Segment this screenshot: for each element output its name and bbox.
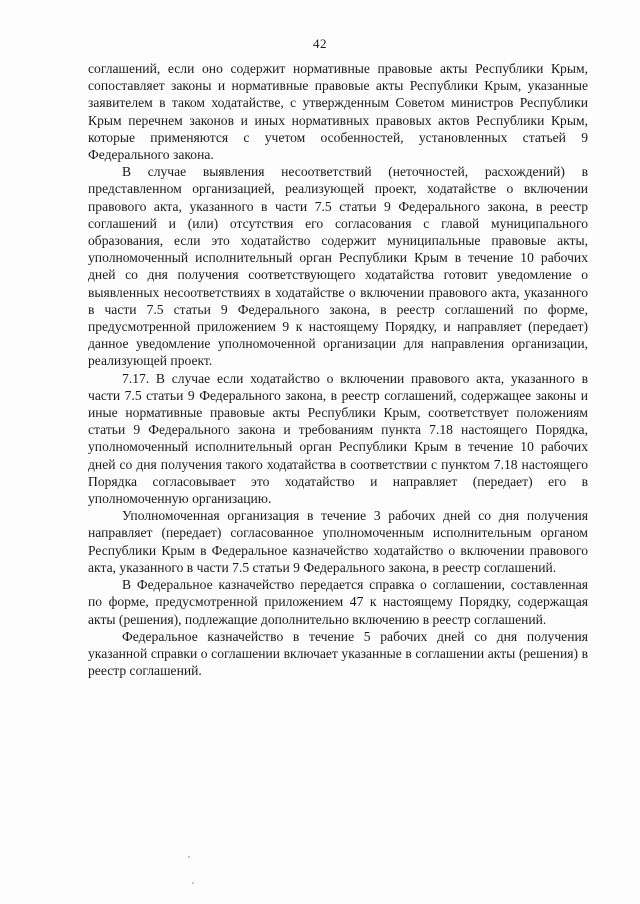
paragraph-continued: соглашений, если оно содержит нормативные правовые акты Республики Крым, сопоставляет законы и нормативные правовые акты Республики Крым, указанные заявителем в таком ходатайстве, с утвержденным Советом министров Республики Крым перечнем законов и иных нормативных правовых актов Республики Крым, которые применяются с учетом особенностей, установленных статьей 9 Федерального закона. [88,61,588,163]
document-body [88,60,588,679]
scan-speck [188,856,190,858]
paragraph-clause-7-17: 7.17. В случае если ходатайство о включении правового акта, указанного в части 7.5 статьи 9 Федерального закона, в реестр соглашений, содержащее законы и иные нормативные правовые акты Республики Крым, соответствует положениям статьи 9 Федерального закона и требованиям пункта 7.18 настоящего Порядка, уполномоченный исполнительный орган Республики Крым в течение 10 рабочих дней со дня получения такого ходатайства в соответствии с пунктом 7.18 настоящего Порядка согласовывает это ходатайство и направляет (передает) его в уполномоченную организацию. [88,370,588,507]
page-number: 42 [313,36,327,51]
scan-speck [192,882,194,884]
paragraph-treasury-inclusion: Федеральное казначейство в течение 5 рабочих дней со дня получения указанной справки о соглашении включает указанные в соглашении акты (решения) в реестр соглашений. [88,628,588,679]
paragraph-discrepancies: В случае выявления несоответствий (неточностей, расхождений) в представленном организацией, реализующей проект, ходатайстве о включении правового акта, указанного в части 7.5 статьи 9 Федерального закона, в реестр соглашений и (или) отсутствия его согласования с главой муниципального образования, если это ходатайство содержит муниципальные правовые акты, уполномоченный исполнительный орган Республики Крым в течение 10 рабочих дней со дня получения соответствующего ходатайства готовит уведомление о выявленных несоответствиях в ходатайстве о включении правового акта, указанного в части 7.5 статьи 9 Федерального закона, в реестр соглашений по форме, предусмотренной приложением 9 к настоящему Порядку, и направляет (передает) данное уведомление уполномоченной организации для направления организации, реализующей проект. [88,164,588,369]
paragraph-treasury-certificate: В Федеральное казначейство передается справка о соглашении, составленная по форме, предусмотренной приложением 47 к настоящему Порядку, содержащая акты (решения), подлежащие дополнительно включению в реестр соглашений. [88,577,588,627]
paragraph-authorized-organization: Уполномоченная организация в течение 3 рабочих дней со дня получения направляет (передает) согласованное уполномоченным исполнительным органом Республики Крым в Федеральное казначейство ходатайство о включении правового акта, указанного в части 7.5 статьи 9 Федерального закона, в реестр соглашений. [88,508,588,575]
